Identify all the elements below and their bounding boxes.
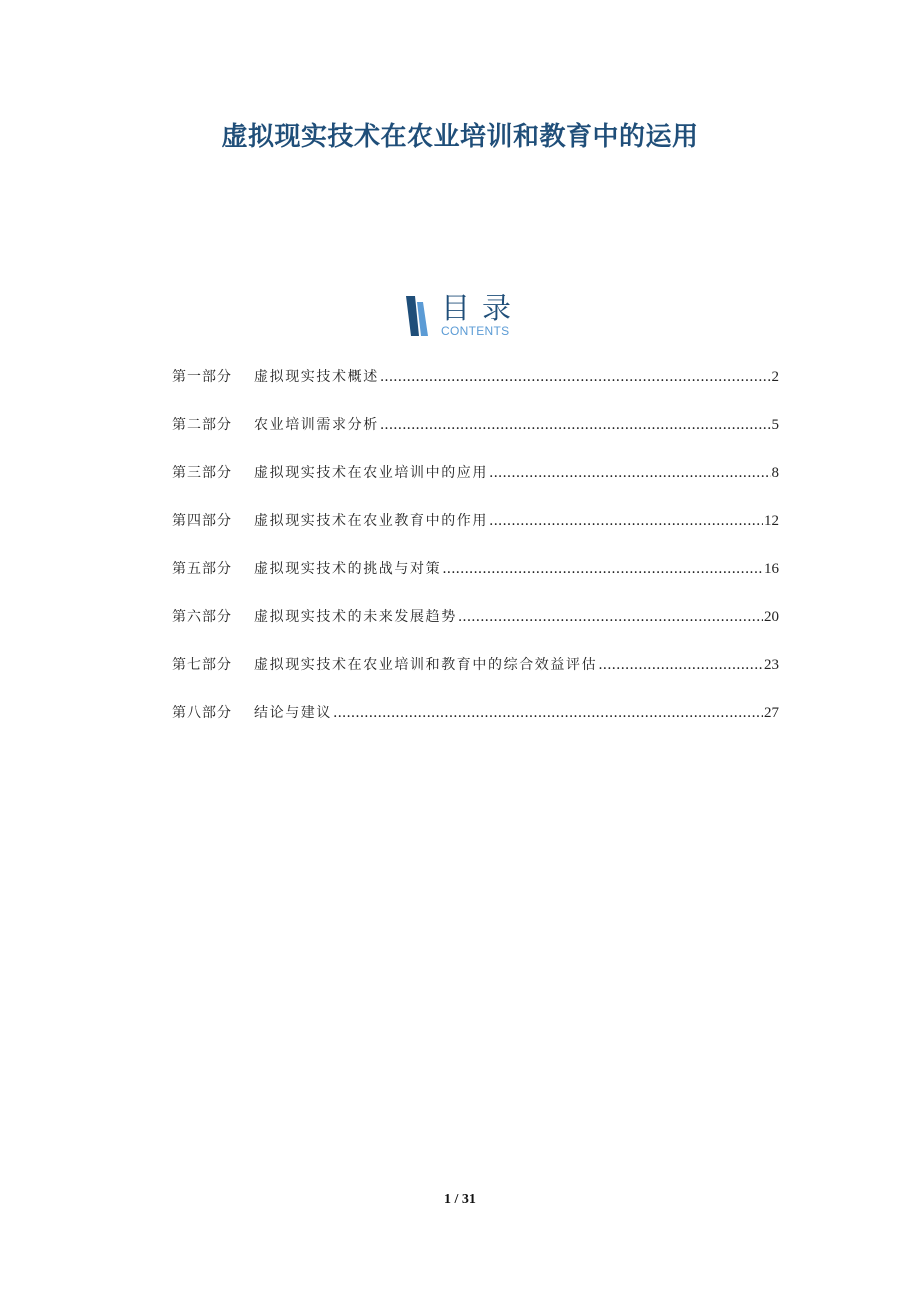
toc-logo-icon [404, 296, 430, 336]
toc-entry-page: 20 [764, 609, 779, 625]
toc-entry-title: 虚拟现实技术的挑战与对策 [254, 561, 442, 577]
toc-entry-2[interactable] [172, 414, 779, 462]
toc-dot-leader [489, 513, 763, 529]
toc-header [0, 290, 920, 340]
toc-entry-page: 16 [764, 561, 779, 577]
toc-entry-part: 第三部分 [172, 465, 232, 481]
toc-entry-part: 第八部分 [172, 705, 232, 721]
toc-entry-4[interactable] [172, 510, 779, 558]
page-number: 1 / 31 [444, 1192, 476, 1207]
toc-dot-leader [489, 465, 771, 481]
toc-entry-title: 虚拟现实技术概述 [254, 369, 379, 385]
toc-entry-6[interactable] [172, 606, 779, 654]
toc-entry-part: 第五部分 [172, 561, 232, 577]
toc-entry-part: 第六部分 [172, 609, 232, 625]
document-title: 虚拟现实技术在农业培训和教育中的运用 [221, 122, 699, 152]
toc-entry-part: 第七部分 [172, 657, 232, 673]
toc-entry-page: 12 [764, 513, 779, 529]
toc-entry-title: 结论与建议 [254, 705, 332, 721]
toc-entry-title: 虚拟现实技术在农业教育中的作用 [254, 513, 488, 529]
toc-entry-5[interactable] [172, 558, 779, 606]
toc-entry-part: 第四部分 [172, 513, 232, 529]
toc-dot-leader [380, 417, 771, 433]
toc-entry-page: 2 [771, 369, 779, 385]
toc-dot-leader [598, 657, 763, 673]
toc-entry-title: 虚拟现实技术的未来发展趋势 [254, 609, 457, 625]
toc-entry-title: 虚拟现实技术在农业培训和教育中的综合效益评估 [254, 657, 598, 673]
toc-entry-title: 虚拟现实技术在农业培训中的应用 [254, 465, 488, 481]
toc-dot-leader [458, 609, 763, 625]
toc-subheading: CONTENTS [441, 324, 510, 338]
toc-entry-page: 5 [771, 417, 779, 433]
toc-entry-page: 8 [771, 465, 779, 481]
toc-entry-part: 第一部分 [172, 369, 232, 385]
toc-heading: 目录 [441, 291, 524, 325]
toc-entry-7[interactable] [172, 654, 779, 702]
toc-dot-leader [333, 705, 763, 721]
toc-entry-8[interactable] [172, 702, 779, 750]
toc-entry-1[interactable] [172, 366, 779, 414]
toc-dot-leader [442, 561, 763, 577]
toc-entry-page: 27 [764, 705, 779, 721]
toc-entry-title: 农业培训需求分析 [254, 417, 379, 433]
toc-list [172, 366, 779, 750]
toc-entry-page: 23 [764, 657, 779, 673]
toc-dot-leader [380, 369, 771, 385]
toc-entry-3[interactable] [172, 462, 779, 510]
toc-entry-part: 第二部分 [172, 417, 232, 433]
